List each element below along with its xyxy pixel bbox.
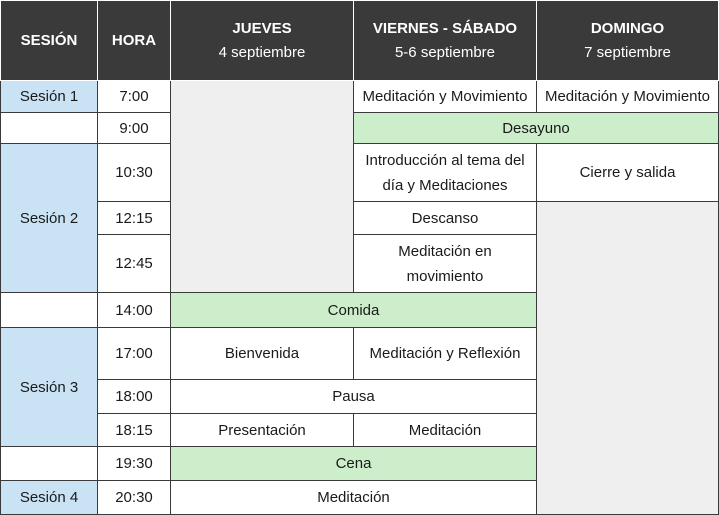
activity-cell: Cierre y salida (537, 144, 719, 202)
table-row (1, 81, 719, 113)
sunday-empty-afternoon (537, 202, 719, 515)
activity-cell: Descanso (354, 202, 537, 235)
table-row (1, 144, 719, 202)
header-thursday-label: JUEVES (232, 19, 292, 37)
time-cell: 18:15 (98, 414, 171, 447)
table-row (1, 202, 719, 235)
activity-cell: Meditación y Reflexión (354, 328, 537, 380)
time-cell: 17:00 (98, 328, 171, 380)
header-friday-saturday (354, 1, 537, 81)
header-session: SESIÓN (1, 1, 98, 81)
thursday-empty-morning (171, 81, 354, 293)
activity-cell: Meditación en movimiento (354, 235, 537, 293)
meditation-evening-cell: Meditación (171, 481, 537, 515)
header-thursday (171, 1, 354, 81)
activity-cell: Meditación y Movimiento (354, 81, 537, 113)
header-sunday-date: 7 septiembre (584, 43, 671, 61)
time-cell: 7:00 (98, 81, 171, 113)
header-friday-saturday-date: 5-6 septiembre (394, 43, 496, 61)
header-friday-saturday-label: VIERNES - SÁBADO (372, 19, 518, 37)
session-1-label: Sesión 1 (1, 81, 98, 113)
session-empty (1, 293, 98, 328)
time-cell: 12:45 (98, 235, 171, 293)
session-4-label: Sesión 4 (1, 481, 98, 515)
activity-cell: Meditación (354, 414, 537, 447)
session-2-label: Sesión 2 (1, 144, 98, 293)
session-empty (1, 113, 98, 144)
activity-cell: Meditación y Movimiento (537, 81, 719, 113)
time-cell: 9:00 (98, 113, 171, 144)
time-cell: 19:30 (98, 447, 171, 481)
dinner-cell: Cena (171, 447, 537, 481)
table-row (1, 113, 719, 144)
breakfast-cell: Desayuno (354, 113, 719, 144)
header-row (1, 1, 719, 81)
lunch-cell: Comida (171, 293, 537, 328)
pause-cell: Pausa (171, 380, 537, 414)
header-hour: HORA (98, 1, 171, 81)
header-sunday (537, 1, 719, 81)
time-cell: 14:00 (98, 293, 171, 328)
session-3-label: Sesión 3 (1, 328, 98, 447)
header-sunday-label: DOMINGO (590, 19, 665, 37)
time-cell: 20:30 (98, 481, 171, 515)
activity-cell: Introducción al tema del día y Meditaciones (354, 144, 537, 202)
session-empty (1, 447, 98, 481)
activity-cell: Bienvenida (171, 328, 354, 380)
activity-cell: Presentación (171, 414, 354, 447)
time-cell: 10:30 (98, 144, 171, 202)
header-thursday-date: 4 septiembre (218, 43, 306, 61)
time-cell: 18:00 (98, 380, 171, 414)
time-cell: 12:15 (98, 202, 171, 235)
